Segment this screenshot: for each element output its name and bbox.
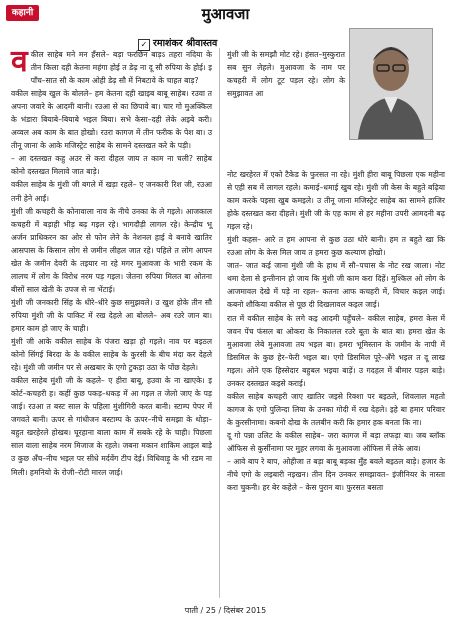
page-footer: पाती / 25 / दिसंबर 2015 [184,606,267,615]
paragraph: मुंशी कहस– आरे त हम आपना से कुछ उठा थोरे बानी। हम त बहुते खा कि रउआ लोग के केस मिल जाय त हमरा कुछ कल्याण होखो। [227,235,445,258]
paragraph: मुंशी जी आके वकील साहेब के पंजरा खड़ा हो गइले। नाव पर बइठल कोनो सिंगई बिरदा के के वकील साहेब के कुरसी के बीच मंदा कर देहले रहे। मुंशी जी जमीन पर से अखबार के एगो टुकड़ा उठा के पोंछ देहले। [11,337,212,373]
paragraph: वकील साहेब के मुंशी जी बगले में खड़ा रहले– ए जनकारी रिश जी, रउआ तनी हेने आईं। [11,180,212,203]
paragraph: – आवे बाप रे बाप, ओहीजा त बड़ा बाबू बड़का मुँह बवले बइठल बाड़े। हजार के नीचे एगो के लइबारी नइखन। तीन दिन उनकर समझावत– इंजीनियर के नास्ता करा चुकनी। हर बेर कहेले – केस पुरान बा। फुरसत बसता [227,457,445,493]
author-photo [349,28,433,140]
drop-cap: व [11,44,28,79]
paragraph: जात– जात कई जाना मुंशी जी के हाथ में सौ–पचास के नोट रख जाला। नोट थमा देला से इन्तीनान हो जाय कि मुंशी जी काम करा दिहें। मुश्किल ओ लोग के आजमावल देखे में पड़े ना रहल– कतना आफ कचहरी में, विचार कइल जाई। कबनो शौकिया वकील से पूछ दी दिखलावल कइल जाई। [227,261,445,310]
right-intro: मुंशी जी के समझौ मोट रहे। हंसत–मुस्कुरात सब सुन लेहले। मुआवजा के नाम पर कचहरी में लोग टूट पड़ल रहे। लोग के समुझावत आ [227,50,345,99]
paragraph: – आ दस्तखत कहु अउर से करा दीहल जाय त काम ना चली? साहेब कोनो दस्तखत मिलावे जात बाड़े। [11,154,212,177]
story-title: मुआवजा [201,5,250,23]
paragraph: वकील साहेब कचहरी जाए खातिर जइसे रिक्शा पर बइठले, शिवलाल महतो कागज के एगो पुलिन्दा लिया के उनका गोदी में रख देहले। इहे बा हमार परिवार के कुरसीनामा। कबनो दोख के तलबीन करी कि हमार हक बनता कि ना। [227,391,445,427]
paragraph: वकील साहेब खुल के बोलले– हम केतना दही खाइब बाबू साहेब। रउवा त अपना जवारे के आदमी बानी। रउआ से का छिपावे बा। चार गो मुअक्किल के भंडारा बियाबे–बियाबे भइल बिया। सभे केसा–दही लेके अइबे करी। अव्वल अब काम के बात होखो। रउरा कागज में तीन फरीक के पेश बा। उ तीनू जाना के आके मजिस्ट्रेट साहेब के सामने दस्तखत करे के पड़ी। [11,89,212,151]
left-column [11,44,212,479]
author-name: रमाशंकर श्रीवास्तव [153,38,218,49]
paragraph: मुंशी जी कचहरी के कोनावाला नाव के नीचे उनका के ले गइले। आजकाल कचहरी में बड़ाही भीड़ बढ़ गइल रहे। भागदौड़ी लागल रहे। केन्द्रीय भू अर्जन प्राधिकरन का ओर से फोन लेने के नेशनल हाई वे बनावे खातिर आसपास के किसान लोग से जमीन लीहल जात रहे। पहिले त लोग आपन खेत के जमीन देवरी के तइयार ना रहे मगर मुआवजा के भारी रकम के लालच में लोग के विरोध नरम पड़ गइल। जेतना रुपिया मिलत बा ओतना बीसों साल खेती के उपज से ना भेंटाई। [11,206,212,294]
right-column [227,168,445,494]
section-badge: कहानी [6,5,39,21]
paragraph: कील साहेब मने मन हँसले– बड़ा फरछिन बाड़ऽ तहरा नदिया के तीन किला दही केतना महंगा होई त डेढ़ ना दू सौ रुपिया के होई। इ पाँच–सात सौ के काम ओही डेढ़ सौ में निबटावे के चाहत बाड़? [30,50,212,86]
paragraph: मुंशी जी जनकारी सिंह के धीरे–धीरे कुछ समुझवले। उ खुश होके तीन सौ रुपिया मुंशी जी के पाकिट में रख देहले आ बोलले– अब रउरे जान बा। हमार काम हो जाए के चाही। [11,297,212,333]
column-divider [219,48,220,598]
paragraph: नोट खरहेरत में एको टैकेड के फुरसत ना रहे। मुंशी हीरा बाबू पिछला एक महीना से एही सब में लागल रहले। कमाई–धमाई खुब रहे। मुंशी जी केस के बहुते बढ़िया काम करके पइसा खुब कमइले। उ तीनू जाना मजिस्ट्रेट साहेब का सामने हाजिर होके दस्तखत करा दीहले। मुंशी जी के एह काम से हर महीना उपरी आमदनी बढ़ गइल रहे। [227,170,445,232]
paragraph: दू गो पन्ना उलिट के वकील साहेब– जरा कागज में बड़ा लफड़ा बा। जब ब्लॉक ऑफिस से कुर्सीनामा पर मुहर लगवा के मुआवजा ऑफिस में लेके आव। [227,430,445,453]
checkbox-icon: ✓ [138,39,150,51]
paragraph: वकील साहेब मुंशी जी के कहले– ए हीरा बाबू, हउवा के ना खाएके। इ कोर्ट–कचहरी ह। कहीं कुछ पकड़–धकड़ में आ गइल त जेलो जाए के पड़ जाई। रउआ त बस्ट साल के पहिला मुंशीगिरी करत बानी। स्टाम्प पेपर में जगवते बानी। ऊपर से गांधीजन बस्टाम्प के ऊपर–नीचे समझा के थोड़ा–बहुत खरहेरले होखब। घूरहाना बाला काम में सबके रहे के चाही। पिछला साल वाला साहेब नरम मिजाज के रहले। जबना मकान शाकिम आइल बाड़े उ कुछ अँच–नीच भइल पर सीधे मर्दवेंग टीप देई। विधिवाड़ू के भी रडम ना मिली। हमनियो के रोजी–रोटी मारल जाई। [11,376,212,477]
portrait-illustration [350,29,432,139]
paragraph: रात में वकील साहेब के लगे कइ आदमी पहुँचले– वकील साहेब, हमरा केस में जवन पेंच फंसल बा ओकरा के निकालल रउरे बूता के बात बा। हमरा खेत के मुआवजा लेबे मुआवजा तय भइल बा। हमरा भूमिस्तान के जमीन के नापी में डिसमिल के कुछ हेर–फेरी भइल बा। एगो डिसमिल पूरे–अँगे भइल त दू लाख गइल। ओने एक हिस्सेदार बहुबल भइया बाड़ें। उ गदहल में बीमार पड़ल बाड़े। उनकर दस्तखत कइसे कराई। [227,313,445,388]
